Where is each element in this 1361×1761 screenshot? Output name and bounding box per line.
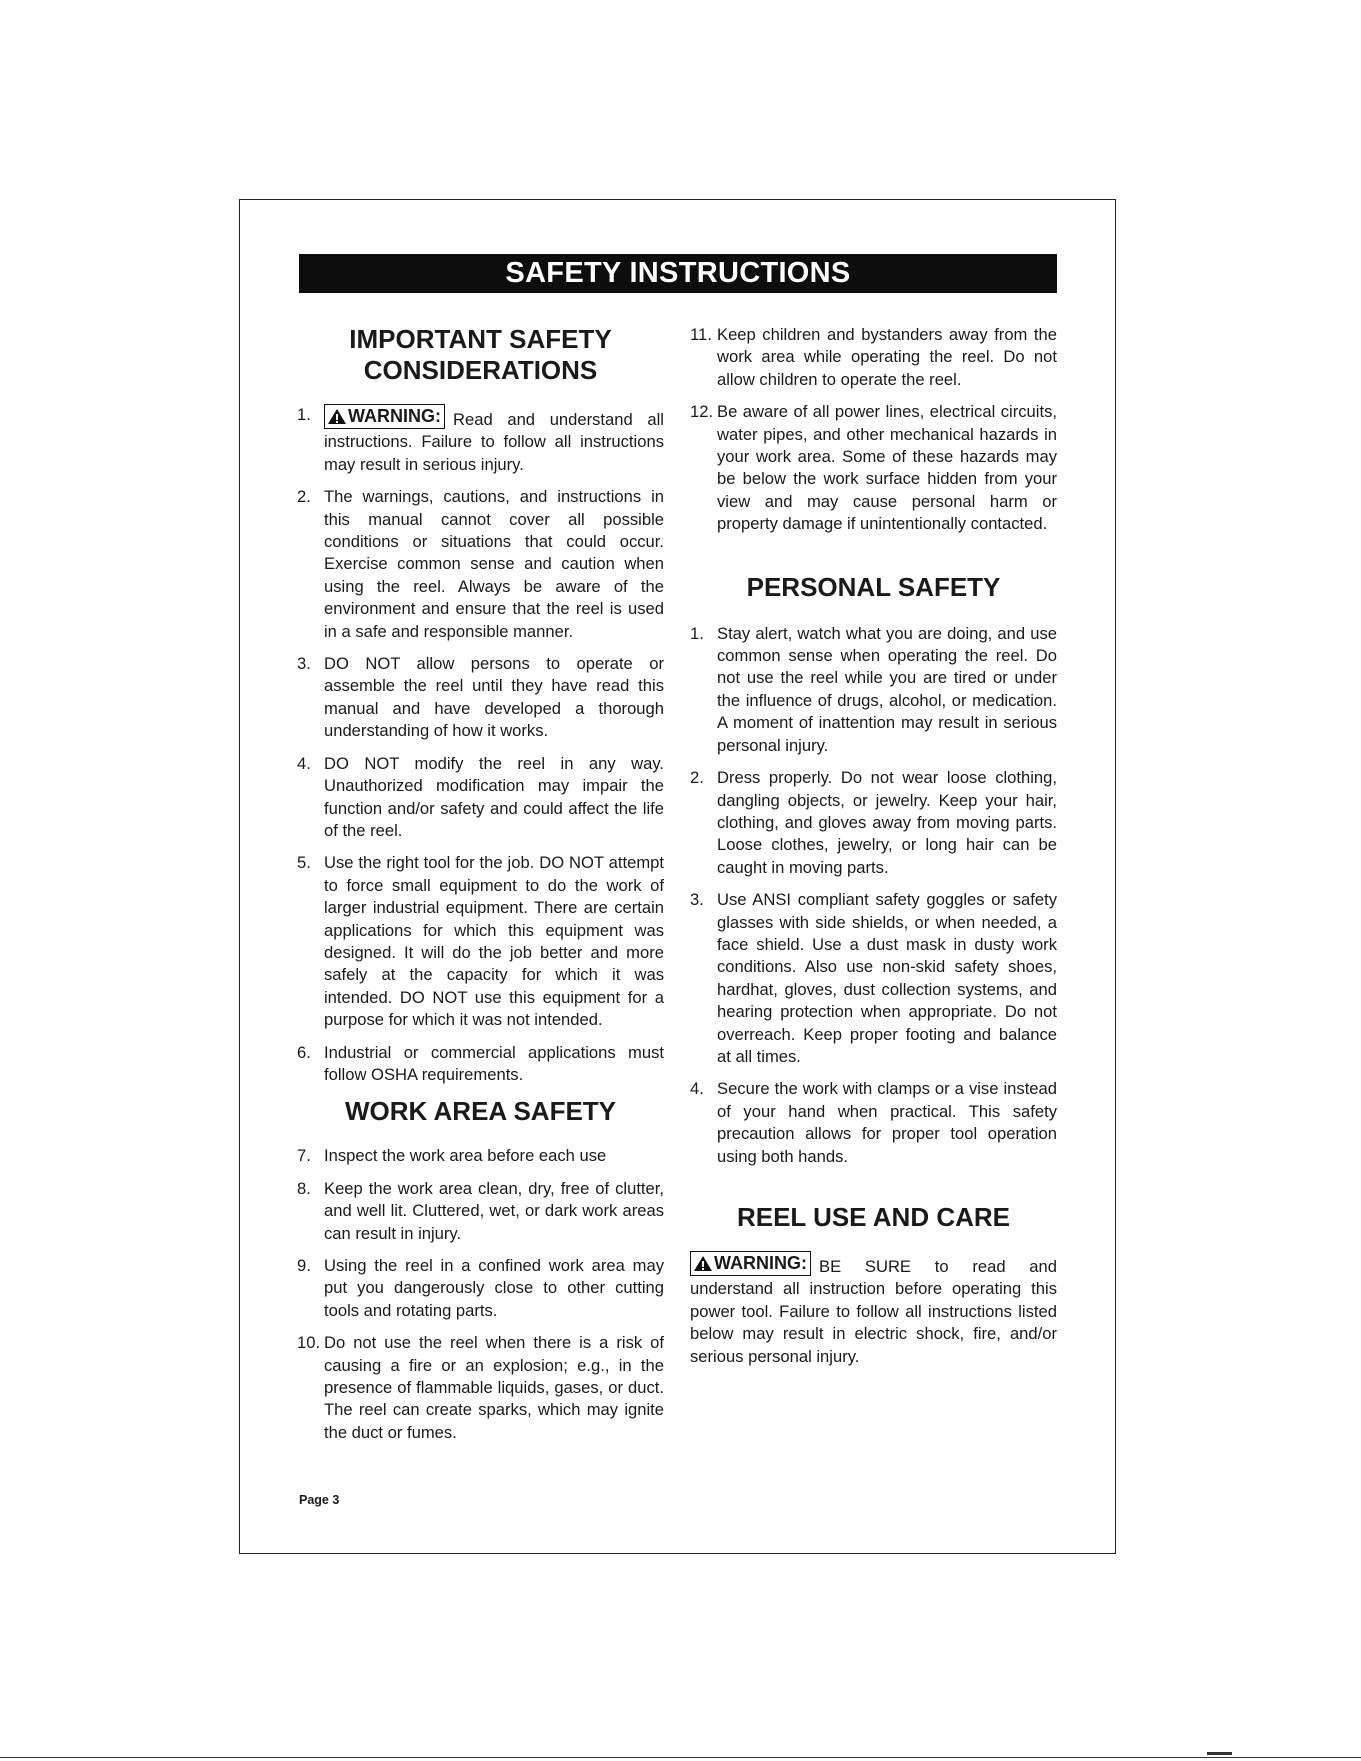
list-item (297, 1255, 664, 1322)
item-text: Secure the work with clamps or a vise instead of your hand when practical. This safety precaution allows for proper tool operation using both hands. (717, 1079, 1057, 1166)
work-area-heading: WORK AREA SAFETY (344, 1096, 617, 1127)
page-number: Page 3 (299, 1493, 340, 1507)
item-text: The warnings, cautions, and instructions in this manual cannot cover all possible conditions or situations that could occur. Exercise common sense and caution when using the reel. Always be aware of the environment and ensure that the reel is used in a safe and responsible manner. (324, 487, 664, 641)
item-number: 2. (297, 487, 311, 507)
item-text: DO NOT modify the reel in any way. Unauthorized modification may impair the function and/or safety and could affect the life of the reel. (324, 753, 664, 840)
reel-use-text: BE SURE to read and understand all instruction before operating this power tool. Failure to follow all instructions listed below may result in electric shock, fire, and/or serious personal injury. (690, 1257, 1057, 1366)
item-number: 5. (297, 853, 311, 873)
list-item (690, 623, 1057, 757)
item-text: Do not use the reel when there is a risk of causing a fire or an explosion; e.g., in the presence of flammable liquids, gases, or duct. The reel can create sparks, which may ignite the duct or fumes. (324, 1333, 664, 1442)
list-item (690, 1078, 1057, 1168)
item-text: Use the right tool for the job. DO NOT attempt to force small equipment to do the work of larger industrial equipment. There are certain applications for which this equipment was designed. It will do the job better and more safely at the capacity for which it was intended. DO NOT use this equipment for a purpose for which it was not intended. (324, 853, 664, 1030)
list-item (297, 852, 664, 1031)
list-item (297, 486, 664, 643)
list-item (297, 1042, 664, 1087)
item-number: 1. (297, 405, 311, 424)
list-item (297, 404, 664, 476)
warning-triangle-icon (693, 1255, 713, 1272)
list-item (297, 1332, 664, 1444)
item-number: 3. (297, 654, 311, 674)
item-number: 4. (297, 753, 311, 773)
item-text: Be aware of all power lines, electrical circuits, water pipes, and other mechanical hazards in your work area. Some of these hazards may be below the work surface hidden from your view and may cause personal harm or property damage if unintentionally contacted. (717, 402, 1057, 534)
item-number: 7. (297, 1146, 311, 1166)
personal-safety-heading: PERSONAL SAFETY (746, 571, 1001, 602)
list-item (690, 401, 1057, 535)
list-item (690, 889, 1057, 1068)
item-number: 1. (690, 623, 704, 643)
item-number: 10. (297, 1333, 321, 1353)
reel-use-heading: REEL USE AND CARE (736, 1202, 1011, 1232)
list-item (297, 653, 664, 743)
section-banner: SAFETY INSTRUCTIONS (299, 254, 1057, 293)
important-heading-line2: CONSIDERATIONS (363, 355, 598, 385)
item-text: Using the reel in a confined work area may put you dangerously close to other cutting tools and rotating parts. (324, 1256, 664, 1320)
warning-text: WARNING: (348, 406, 441, 426)
item-text: DO NOT allow persons to operate or assemble the reel until they have read this manual and have developed a thorough understanding of how it works. (324, 654, 664, 741)
item-number: 8. (297, 1178, 311, 1198)
item-text: Keep children and bystanders away from the work area while operating the reel. Do not allow children to operate the reel. (717, 325, 1057, 389)
item-text: Dress properly. Do not wear loose clothing, dangling objects, or jewelry. Keep your hair, clothing, and gloves away from moving parts. Loose clothes, jewelry, or long hair can be caught in moving parts. (717, 768, 1057, 877)
warning-text: WARNING: (714, 1253, 807, 1273)
left-column (297, 324, 664, 1454)
item-text: Use ANSI compliant safety goggles or safety glasses with side shields, or when needed, a face shield. Use a dust mask in dusty work conditions. Also use non-skid safety shoes, hardhat, gloves, dust collection systems, and hearing protection when appropriate. Do not overreach. Keep proper footing and balance at all times. (717, 890, 1057, 1066)
warning-label (324, 404, 445, 429)
bottom-mark (1207, 1752, 1232, 1755)
item-number: 3. (690, 890, 704, 910)
important-heading-line1: IMPORTANT SAFETY (349, 324, 612, 354)
bottom-rule (0, 1757, 1361, 1758)
item-text: Inspect the work area before each use (324, 1146, 607, 1166)
item-number: 9. (297, 1256, 311, 1275)
list-item (690, 324, 1057, 391)
warning-label (690, 1251, 811, 1276)
list-item (297, 1145, 664, 1167)
item-number: 6. (297, 1042, 311, 1062)
warning-triangle-icon (327, 408, 347, 425)
item-text: Stay alert, watch what you are doing, and use common sense when operating the reel. Do not use the reel while you are tired or under the influence of drugs, alcohol, or medication. A moment of inattention may result in serious personal injury. (717, 623, 1057, 755)
list-item (297, 753, 664, 843)
list-item (690, 767, 1057, 879)
reel-use-paragraph (690, 1251, 1057, 1368)
item-number: 11. (690, 325, 712, 344)
item-number: 4. (690, 1079, 704, 1099)
item-number: 2. (690, 768, 704, 788)
item-number: 12. (690, 402, 714, 422)
item-text: Read and understand all instructions. Failure to follow all instructions may result in serious injury. (324, 410, 664, 474)
list-item (297, 1178, 664, 1245)
item-text: Keep the work area clean, dry, free of clutter, and well lit. Cluttered, wet, or dark work areas can result in injury. (324, 1178, 664, 1243)
right-column (690, 324, 1057, 1368)
item-text: Industrial or commercial applications must follow OSHA requirements. (324, 1042, 664, 1084)
